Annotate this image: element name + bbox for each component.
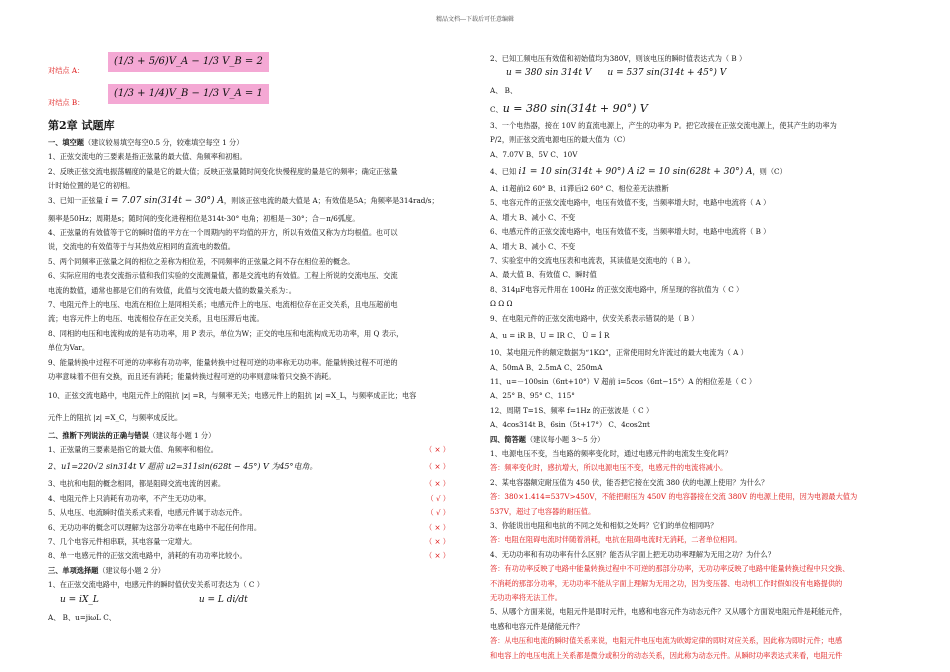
choice-12-options: A、4cos314t B、6sin（5t+17°） C、4cos2πt [490,420,650,430]
right-column [490,52,910,663]
answer-1: 答：频率变化时，感抗增大，所以电源电压不变，电感元件的电流将减小。 [490,463,728,473]
question-3: 3、你能说出电阻和电抗的不同之处和相似之处吗？它们的单位相同吗？ [490,520,718,530]
answer-4: 答：有功功率反映了电路中能量转换过程中不可逆的那部分功率，无功功率反映了电路中能量转换过程中只交换、 [490,564,850,574]
section2-note: （建议每小题 1 分） [148,430,216,440]
judge-5: 5、从电压、电流瞬时值关系式来看，电感元件属于动态元件。 [48,508,247,518]
choice-2: 2、已知工频电压有效值和初始值均为380V，则该电压的瞬时值表达式为（ B ） [490,54,747,63]
judge-6: 6、无功功率的概念可以理解为这部分功率在电路中不起任何作用。 [48,522,262,532]
choice-4-i2: i2 = 10 sin(628t + 30°) A [636,167,753,178]
judge-3-answer: （ × ） [425,479,450,489]
choice-10: 10、某电阻元件的额定数据为“1KΩ”，正常使用时允许流过的最大电流为（ A ） [490,348,748,358]
judge-3: 3、电抗和电阻的概念相同，都是阻碍交流电流的因素。 [48,479,226,489]
choice-8: 8、314μF电容元件用在 100Hz 的正弦交流电路中，所呈现的容抗值为（ C ） [490,284,744,294]
choice-5: 5、电容元件的正弦交流电路中，电压有效值不变，当频率增大时，电路中电流将（ A ） [490,198,771,208]
answer-4b: 不消耗的那部分功率，无功功率不能从字面上理解为无用之功，因为变压器、电动机工作时假如没有电路提供的 [490,578,843,588]
section4-note: （建议每小题 3～5 分） [525,434,605,444]
node-a-row [48,52,458,84]
answer-3: 答：电阻在阻碍电流时伴随着消耗，电抗在阻碍电流时无消耗，二者单位相同。 [490,535,742,545]
fill-7b: 流；电容元件上的电压、电流相位存在正交关系，且电压滞后电流。 [48,314,264,324]
node-b-formula: (1/3 + 1/4)V_B − 1/3 V_A = 1 [108,84,269,104]
answer-2: 答：380×1.414=537V>450V，不能把耐压为 450V 的电容器接在交流 380V 的电源上使用，因为电源最大值为 [490,492,858,502]
node-a-formula: (1/3 + 5/6)V_A − 1/3 V_B = 2 [108,52,269,72]
choice-12: 12、周期 T=1S、频率 f=1Hz 的正弦波是（ C ） [490,405,654,415]
fill-9b: 功率意味着不但有交换，而且还有消耗；能量转换过程可逆的功率则意味着只交换不消耗。 [48,372,336,382]
judge-4-answer: （ √ ） [426,493,450,503]
choice-2-c: u = 380 sin(314t + 90°) V [502,101,648,115]
left-column [48,52,458,625]
choice-10-options: A、50mA B、2.5mA C、250mA [490,362,603,372]
choice-2-c-label: C、 [490,104,503,114]
choice-5-options: A、增大 B、减小 C、不变 [490,212,576,222]
fill-8b: 单位为Var。 [48,343,90,353]
judge-7: 7、几个电容元件相串联，其电容量一定增大。 [48,536,197,546]
answer-5b: 和电容上的电压电流上关系都是微分或积分的动态关系，因此称为动态元件。从瞬时功率表达式来看，电阻元件 [490,650,843,660]
choice-11: 11、u=－100sin（6πt+10°）V 超前 i=5cos（6πt−15°）A 的相位差是（ C ） [490,376,757,386]
fill-4: 4、正弦量的有效值等于它的瞬时值的平方在一个周期内的平均值的开方，所以有效值又称为方均根值。也可以 [48,228,398,238]
fill-6b: 电流的数值，通常也都是它们的有效值，此值与交流电最大值的数量关系为：。 [48,285,296,295]
fill-10b: 元件上的阻抗 |z| =X_C，与频率成反比。 [48,412,183,422]
fill-3-post: ，则该正弦电流的最大值是 A；有效值是5A；角频率是314rad/s； [223,195,439,205]
node-b-row [48,84,458,116]
fill-7: 7、电阻元件上的电压、电流在相位上是同相关系；电感元件上的电压、电流相位存在正交关系，且电压超前电 [48,300,398,310]
choice-1: 1、在正弦交流电路中，电感元件的瞬时值伏安关系可表达为（ C ） [48,580,264,590]
question-4: 4、无功功率和有功功率有什么区别？能否从字面上把无功功率理解为无用之功？为什么？ [490,549,775,559]
choice-3-options: A、7.07V B、5V C、10V [490,149,578,159]
section3-note: （建议每小题 2 分） [98,565,165,575]
choice-4-post: ，则（C） [752,167,787,177]
fill-2b: 计时始位置的是它的初相。 [48,181,135,191]
fill-10: 10、正弦交流电路中，电阻元件上的阻抗 |z| =R，与频率无关；电感元件上的阻抗 |z| =X_L，与频率成正比；电容 [48,390,417,400]
section1-title: 一、填空题 [48,138,84,147]
fill-9: 9、能量转换中过程不可逆的功率称有功功率，能量转换中过程可逆的功率称无功功率。能量转换过程不可逆的 [48,357,398,367]
page-header: 精品文档---下载后可任意编辑 [435,16,515,23]
question-5b: 电感和电容元件是储能元件？ [490,621,584,631]
fill-4b: 说，交流电的有效值等于与其热效应相同的直流电的数值。 [48,242,235,252]
judge-2: 2、u1=220√2 sin314t V 超前 u2=311sin(628t − 45°) V 为45°电角。 [48,462,318,472]
choice-3: 3、一个电热器，接在 10V 的直流电源上，产生的功率为 P。把它改接在正弦交流电源上，使其产生的功率为 [490,120,837,130]
choice-11-options: A、25° B、95° C、115° [490,391,575,401]
node-a-label: 对结点 A： [48,66,85,75]
fill-6: 6、实际应用的电表交流指示值和我们实验的交流测量值，都是交流电的有效值。工程上所说的交流电压、交流 [48,271,398,281]
choice-4-pre: 4、已知 [490,167,517,177]
choice-6-options: A、增大 B、减小 C、不变 [490,241,576,251]
answer-2b: 537V，超过了电容器的耐压值。 [490,506,596,516]
judge-1-answer: （ × ） [425,444,450,454]
choice-4-options: A、i1超前i2 60° B、i1滞后i2 60° C、相位差无法推断 [490,184,669,194]
fill-2: 2、反映正弦交流电振荡幅度的量是它的最大值；反映正弦量随时间变化快慢程度的量是它的频率；确定正弦量 [48,166,398,176]
judge-7-answer: （ × ） [425,536,450,546]
choice-1-a: u = iX_L [60,594,99,605]
choice-6: 6、电感元件的正弦交流电路中，电压有效值不变，当频率增大时，电路中电流将（ B ） [490,227,771,237]
section1-note: （建议较易填空每空0.5 分，较难填空每空 1 分） [83,138,244,147]
fill-1: 1、正弦交流电的三要素是指正弦量的最大值、角频率和初相。 [48,152,247,162]
choice-9-options: A、u = iR B、U = IR C、 U̇ = İ R [490,331,610,341]
question-2: 2、某电容器额定耐压值为 450 伏，能否把它接在交流 380 伏的电源上使用？为什么？ [490,477,769,487]
choice-2-b: u = 537 sin(314t + 45°) V [607,68,727,79]
choice-1-b: u = L di/dt [198,594,248,605]
judge-4: 4、电阻元件上只消耗有功功率，不产生无功功率。 [48,493,211,503]
section3-title: 三、单项选择题 [48,565,99,575]
judge-6-answer: （ × ） [425,522,450,532]
choice-3b: P/2，则正弦交流电源电压的最大值为（C） [490,135,630,145]
judge-1: 1、正弦量的三要素是指它的最大值、角频率和相位。 [48,444,218,454]
chapter-title: 第2章 试题库 [48,119,115,132]
answer-5: 答：从电压和电流的瞬时值关系来说，电阻元件电压电流为欧姆定律的即时对应关系，因此称为即时元件；电感 [490,636,843,646]
choice-2-a: u = 380 sin 314t V [506,68,592,79]
judge-5-answer: （ √ ） [426,508,450,518]
choice-4-i1: i1 = 10 sin(314t + 90°) A [518,167,635,178]
fill-8: 8、同相的电压和电流构成的是有功功率，用 P 表示，单位为W；正交的电压和电流构成无功功率，用 Q 表示， [48,328,404,338]
question-5: 5、从哪个方面来说，电阻元件是即时元件，电感和电容元件为动态元件？又从哪个方面说电阻元件是耗能元件， [490,607,847,617]
choice-1-options: A、 B、u=jiωL C、 [48,612,116,622]
choice-7: 7、实验室中的交流电压表和电流表，其读值是交流电的（ B ）。 [490,256,695,266]
choice-7-options: A、最大值 B、有效值 C、瞬时值 [490,270,597,280]
choice-2-ab-labels: A、 B、 [490,86,518,96]
answer-4c: 无功功率将无法工作。 [490,593,562,602]
fill-3b: 频率是50Hz；周期是s；随时间的变化进程相位是314t-30° 电角；初相是－30°；合－π/6弧度。 [48,213,360,223]
question-1: 1、电源电压不变，当电路的频率变化时，通过电感元件的电流发生变化吗？ [490,448,732,458]
judge-2-answer: （ × ） [425,462,450,472]
fill-3-pre: 3、已知一正弦量 [48,195,103,205]
node-b-label: 对结点 B： [48,98,85,107]
choice-8-options: Ω Ω Ω [490,299,513,309]
choice-9: 9、在电阻元件的正弦交流电路中，伏安关系表示错误的是（ B ） [490,313,699,323]
fill-5: 5、两个同频率正弦量之间的相位之差称为相位差，不同频率的正弦量之间不存在相位差的概念。 [48,256,355,266]
fill-3-formula: i = 7.07 sin(314t − 30°) A [105,195,224,206]
section4-title: 四、简答题 [490,434,526,444]
judge-8: 8、单一电感元件的正弦交流电路中，消耗的有功功率比较小。 [48,551,247,561]
judge-8-answer: （ × ） [425,551,450,561]
section2-title: 二、推断下列说法的正确与错误 [48,430,149,440]
